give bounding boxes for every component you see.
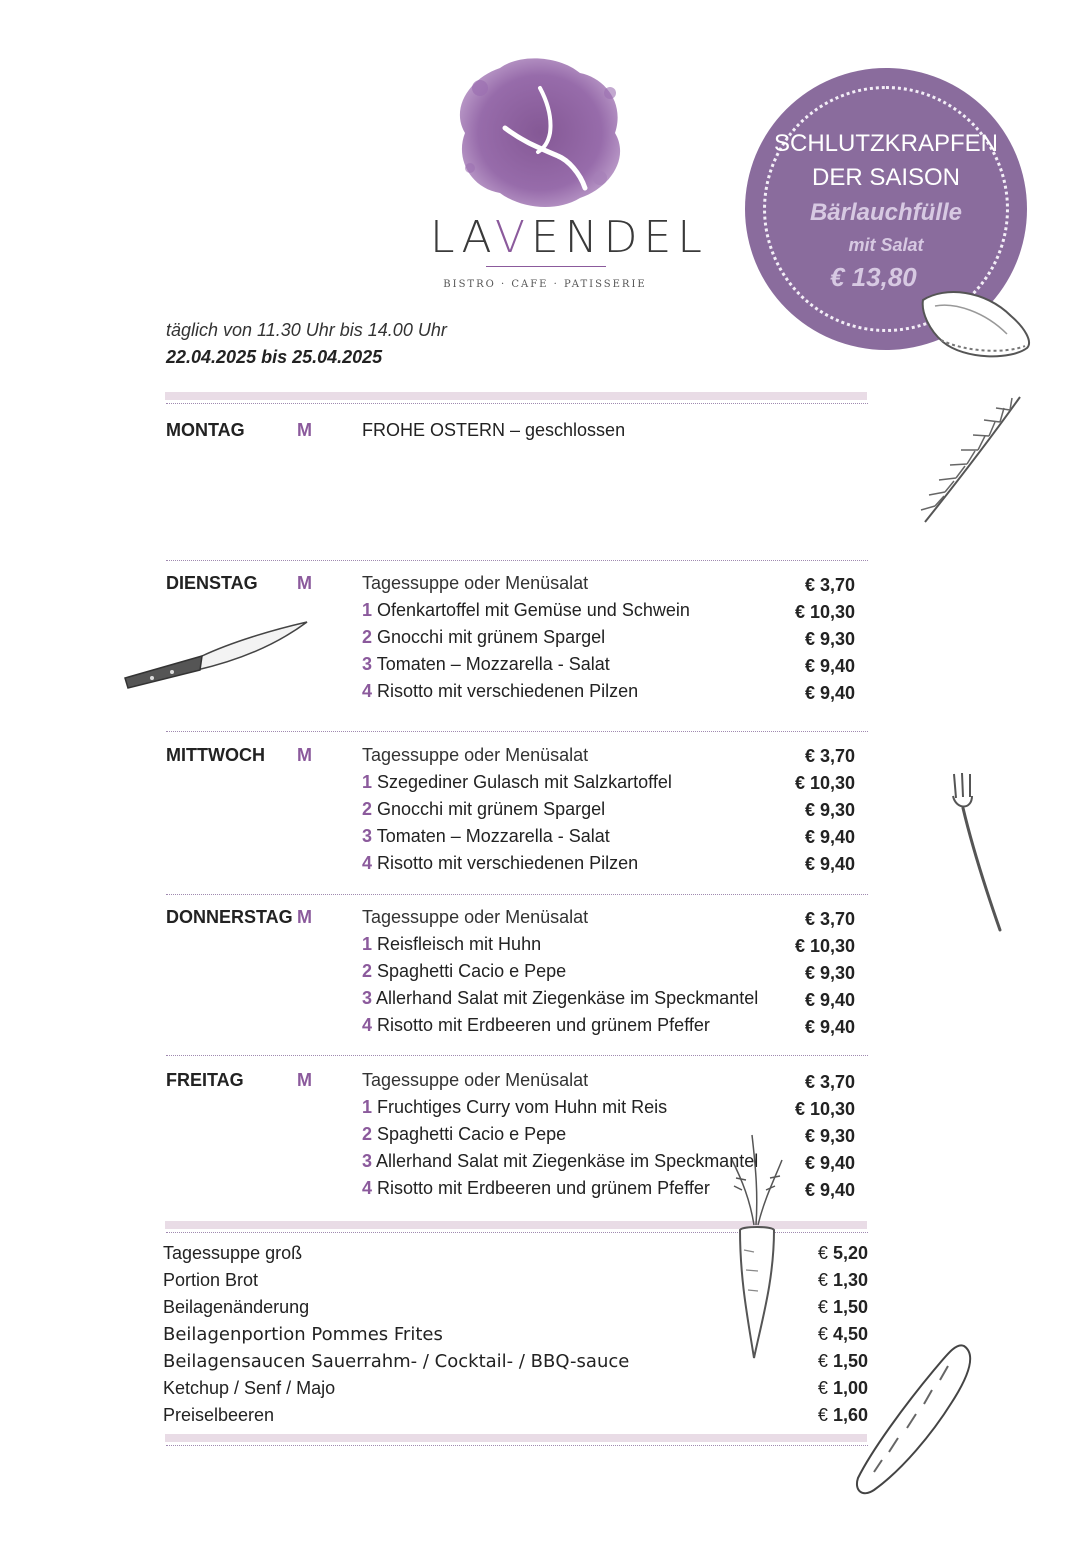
currency-symbol: € (817, 1378, 828, 1398)
day-name-tuesday: DIENSTAG (166, 573, 258, 593)
bottom-divider-dots (166, 1445, 868, 1446)
extra-price (818, 1297, 868, 1318)
menu-item (362, 988, 758, 1009)
menu-item (362, 1015, 710, 1036)
menu-item-number: 1 (362, 934, 373, 954)
menu-item-number: 4 (362, 681, 373, 701)
menu-marker: M (297, 745, 312, 765)
currency-symbol: € (817, 1351, 828, 1371)
fork-icon (948, 770, 1008, 935)
menu-item-number: 3 (362, 654, 373, 674)
carrot-icon (722, 1130, 792, 1360)
menu-item-number: 4 (362, 1015, 373, 1035)
extra-price (818, 1270, 868, 1291)
menu-item (362, 1124, 566, 1145)
logo-divider (486, 266, 606, 267)
menu-item-text: Allerhand Salat mit Ziegenkäse im Speckmantel (376, 988, 759, 1008)
menu-item-price: € 3,70 (804, 575, 855, 595)
menu-item-text: Reisfleisch mit Huhn (377, 934, 542, 954)
menu-item-price: € 9,30 (804, 800, 855, 820)
menu-item-number: 3 (362, 988, 373, 1008)
currency-symbol: € (817, 1405, 828, 1425)
bottom-divider-bar (165, 1434, 867, 1442)
menu-item (362, 826, 610, 847)
menu-item-text: Gnocchi mit grünem Spargel (377, 799, 606, 819)
menu-item (362, 853, 638, 874)
menu-item-text: Szegediner Gulasch mit Salzkartoffel (377, 772, 672, 792)
menu-marker: M (297, 420, 312, 440)
menu-item-price: € 3,70 (804, 746, 855, 766)
top-divider-dots (166, 403, 868, 404)
menu-item-price: € 9,40 (804, 854, 855, 874)
menu-item-number: 2 (362, 627, 373, 647)
menu-item-price: € 9,40 (804, 656, 855, 676)
extra-item: Beilagensaucen Sauerrahm- / Cocktail- / BBQ-sauce (163, 1351, 630, 1372)
menu-item-number: 2 (362, 1124, 373, 1144)
menu-item-price: € 3,70 (804, 1072, 855, 1092)
currency-symbol: € (817, 1324, 828, 1344)
extra-amount: 1,50 (832, 1297, 868, 1317)
extra-item: Tagessuppe groß (163, 1243, 303, 1263)
extra-amount: 1,00 (832, 1378, 868, 1398)
menu-item-price: € 9,40 (804, 1017, 855, 1037)
menu-item (362, 1097, 667, 1118)
menu-item (362, 1151, 758, 1172)
menu-item-number: 1 (362, 1097, 373, 1117)
knife-icon (122, 620, 312, 690)
day-name-thursday: DONNERSTAG (166, 907, 293, 927)
section-divider (166, 1055, 868, 1056)
day-name-wednesday: MITTWOCH (166, 745, 265, 765)
menu-item (362, 600, 690, 621)
extra-price (818, 1243, 868, 1264)
dumpling-icon (915, 282, 1035, 362)
extra-item: Portion Brot (163, 1270, 259, 1290)
menu-item-price: € 10,30 (794, 773, 855, 793)
menu-item (362, 934, 541, 955)
menu-item-number: 2 (362, 961, 373, 981)
extra-item: Beilagenportion Pommes Frites (163, 1324, 443, 1345)
menu-item-text: Risotto mit Erdbeeren und grünem Pfeffer (377, 1015, 710, 1035)
menu-item-text: Risotto mit Erdbeeren und grünem Pfeffer (377, 1178, 710, 1198)
menu-item-price: € 9,40 (804, 827, 855, 847)
menu-item-text: Risotto mit verschiedenen Pilzen (377, 681, 639, 701)
menu-item-soup: Tagessuppe oder Menüsalat (362, 907, 589, 927)
menu-item-number: 1 (362, 600, 373, 620)
menu-item-price: € 3,70 (804, 909, 855, 929)
logo-name-accent: V (494, 212, 531, 263)
special-title-line1: SCHLUTZKRAPFEN (773, 130, 999, 157)
extra-amount: 1,30 (832, 1270, 868, 1290)
menu-item-number: 4 (362, 1178, 373, 1198)
opening-hours: täglich von 11.30 Uhr bis 14.00 Uhr (166, 320, 447, 340)
special-filling: Bärlauchfülle (809, 199, 963, 226)
menu-item-text: Allerhand Salat mit Ziegenkäse im Speckmantel (376, 1151, 759, 1171)
menu-item-number: 4 (362, 853, 373, 873)
menu-marker: M (297, 907, 312, 927)
menu-item (362, 1178, 710, 1199)
extra-amount: 1,60 (832, 1405, 868, 1425)
menu-marker: M (297, 1070, 312, 1090)
menu-item-number: 2 (362, 799, 373, 819)
section-divider (166, 560, 868, 561)
extra-amount: 4,50 (832, 1324, 868, 1344)
special-price: € 13,80 (830, 262, 917, 292)
menu-item-text: Risotto mit verschiedenen Pilzen (377, 853, 639, 873)
menu-item (362, 681, 638, 702)
menu-item-price: € 9,40 (804, 1180, 855, 1200)
menu-item-text: Spaghetti Cacio e Pepe (377, 1124, 567, 1144)
menu-item (362, 772, 672, 793)
menu-item-number: 1 (362, 772, 373, 792)
logo-name-left: LA (430, 212, 495, 263)
menu-item-text: Tomaten – Mozzarella - Salat (376, 654, 610, 674)
day-name-friday: FREITAG (166, 1070, 244, 1090)
logo-wordmark (430, 212, 708, 263)
menu-item-text: Spaghetti Cacio e Pepe (377, 961, 567, 981)
menu-item (362, 799, 605, 820)
logo-name-right: ENDEL (530, 212, 708, 263)
currency-symbol: € (817, 1297, 828, 1317)
menu-item-text: Ofenkartoffel mit Gemüse und Schwein (377, 600, 690, 620)
day-name-monday: MONTAG (166, 420, 245, 440)
menu-item-soup: Tagessuppe oder Menüsalat (362, 573, 589, 593)
extra-amount: 5,20 (832, 1243, 868, 1263)
menu-item-price: € 10,30 (794, 1099, 855, 1119)
menu-item-soup: Tagessuppe oder Menüsalat (362, 1070, 589, 1090)
extra-item: Ketchup / Senf / Majo (163, 1378, 336, 1398)
section-divider (166, 731, 868, 732)
menu-item-price: € 9,30 (804, 963, 855, 983)
menu-item (362, 627, 605, 648)
extra-amount: 1,50 (832, 1351, 868, 1371)
closed-notice: FROHE OSTERN – geschlossen (362, 420, 626, 440)
menu-item-text: Tomaten – Mozzarella - Salat (376, 826, 610, 846)
section-divider (166, 894, 868, 895)
menu-item-price: € 9,40 (804, 990, 855, 1010)
currency-symbol: € (817, 1243, 828, 1263)
menu-item-price: € 9,40 (804, 1153, 855, 1173)
special-side: mit Salat (848, 235, 924, 255)
extra-item: Preiselbeeren (163, 1405, 275, 1425)
rosemary-icon (905, 392, 1025, 532)
menu-item-price: € 9,40 (804, 683, 855, 703)
menu-item (362, 961, 566, 982)
logo-watercolor-icon (440, 48, 640, 218)
menu-item-price: € 10,30 (794, 602, 855, 622)
menu-item-text: Gnocchi mit grünem Spargel (377, 627, 606, 647)
baguette-icon (852, 1340, 977, 1500)
menu-marker: M (297, 573, 312, 593)
menu-item-price: € 9,30 (804, 629, 855, 649)
logo-subtitle: BISTRO · CAFE · PATISSERIE (443, 279, 647, 290)
extra-item: Beilagenänderung (163, 1297, 310, 1317)
currency-symbol: € (817, 1270, 828, 1290)
special-title-line2: DER SAISON (811, 164, 961, 191)
menu-item-number: 3 (362, 1151, 373, 1171)
menu-item-soup: Tagessuppe oder Menüsalat (362, 745, 589, 765)
menu-date-range: 22.04.2025 bis 25.04.2025 (166, 347, 383, 367)
menu-item-text: Fruchtiges Curry vom Huhn mit Reis (377, 1097, 668, 1117)
menu-item (362, 654, 610, 675)
menu-item-number: 3 (362, 826, 373, 846)
menu-item-price: € 9,30 (804, 1126, 855, 1146)
menu-item-price: € 10,30 (794, 936, 855, 956)
top-divider-bar (165, 392, 867, 400)
